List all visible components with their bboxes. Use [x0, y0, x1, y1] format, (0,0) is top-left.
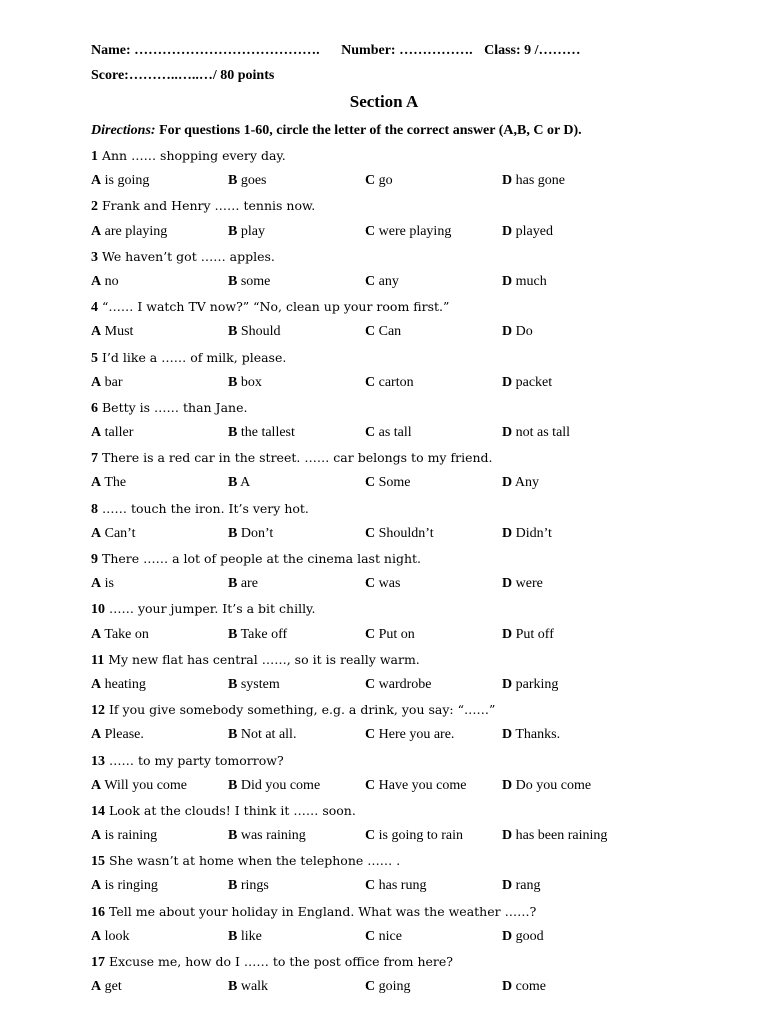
answer-options: [91, 927, 731, 952]
option-text: has been raining: [515, 828, 608, 844]
option-text: Do you come: [515, 777, 592, 793]
answer-options: [91, 524, 731, 549]
question-number: 1: [91, 149, 98, 164]
option-text: rings: [240, 878, 269, 894]
option-letter: A: [91, 928, 102, 944]
answer-option-d[interactable]: [502, 524, 552, 544]
answer-option-a[interactable]: [91, 524, 135, 544]
question-number: 5: [91, 350, 98, 366]
question-text: Excuse me, how do I …… to the post office from here?: [108, 954, 453, 969]
option-text: Take off: [240, 626, 288, 642]
answer-option-a[interactable]: [91, 373, 123, 393]
answer-options: [91, 876, 731, 901]
option-letter: D: [502, 273, 513, 289]
option-letter: C: [365, 576, 376, 592]
option-letter: C: [365, 828, 376, 844]
answer-option-b[interactable]: [228, 927, 262, 947]
answer-option-a[interactable]: [91, 272, 119, 292]
option-letter: D: [502, 979, 513, 995]
question-number: 6: [91, 400, 98, 416]
answer-options: [91, 977, 731, 1002]
question-list: [91, 146, 731, 1002]
answer-option-d[interactable]: [502, 625, 554, 645]
section-title: Section A: [349, 92, 419, 111]
answer-option-b[interactable]: [228, 876, 269, 896]
option-text: box: [240, 374, 262, 390]
option-text: is: [104, 576, 114, 592]
option-text: has rung: [378, 878, 427, 894]
option-letter: D: [502, 626, 513, 642]
answer-option-a[interactable]: [91, 977, 122, 997]
answer-option-c[interactable]: [365, 171, 393, 191]
option-text: has gone: [515, 173, 566, 189]
question-text: …… touch the iron. It’s very hot.: [101, 500, 309, 516]
option-letter: C: [365, 525, 376, 541]
option-letter: B: [228, 374, 238, 390]
answer-option-c[interactable]: [365, 524, 434, 544]
answer-option-c[interactable]: [365, 927, 402, 947]
option-letter: D: [502, 676, 513, 692]
option-text: Did you come: [240, 777, 321, 793]
option-text: Must: [104, 324, 134, 340]
answer-options: [91, 776, 731, 801]
option-letter: B: [228, 828, 238, 844]
option-letter: C: [365, 979, 376, 995]
question-stem: [91, 146, 731, 171]
question-stem: [91, 650, 731, 675]
option-text: go: [378, 173, 393, 189]
answer-options: [91, 574, 731, 599]
answer-options: [91, 171, 731, 196]
answer-option-b[interactable]: [228, 675, 280, 695]
option-letter: A: [91, 576, 102, 592]
option-letter: D: [502, 475, 513, 491]
option-text: Can’t: [104, 525, 136, 541]
option-text: Please.: [104, 727, 144, 743]
option-letter: C: [365, 374, 376, 390]
option-text: were: [515, 576, 543, 592]
answer-options: [91, 373, 731, 398]
answer-option-b[interactable]: [228, 222, 265, 242]
option-text: not as tall: [515, 425, 571, 441]
class-field-label: Class: 9 /………: [484, 43, 581, 58]
option-letter: B: [228, 979, 238, 995]
option-text: Put off: [515, 626, 554, 642]
question-stem: [91, 952, 731, 977]
option-text: is going: [104, 173, 150, 189]
question-stem: [91, 247, 731, 272]
directions-text: For questions 1-60, circle the letter of the correct answer (A,B, C or D).: [159, 123, 582, 138]
question-number: 15: [91, 854, 105, 870]
answer-option-c[interactable]: [365, 776, 466, 796]
question-stem: [91, 297, 731, 322]
option-text: Take on: [104, 626, 149, 642]
option-letter: D: [502, 878, 513, 894]
answer-option-a[interactable]: [91, 574, 114, 594]
option-text: rang: [515, 878, 541, 894]
option-text: any: [378, 273, 399, 289]
answer-option-d[interactable]: [502, 826, 607, 846]
option-letter: B: [228, 223, 238, 239]
answer-option-d[interactable]: [502, 373, 552, 393]
answer-option-c[interactable]: [365, 826, 463, 846]
option-text: Should: [240, 324, 281, 340]
score-field-label: Score:………..…..…/ 80 points: [91, 68, 275, 83]
answer-option-c[interactable]: [365, 423, 412, 443]
option-text: The: [104, 475, 127, 491]
question-number: 4: [91, 300, 98, 316]
answer-option-a[interactable]: [91, 927, 130, 947]
option-text: A: [240, 475, 251, 491]
answer-option-d[interactable]: [502, 675, 558, 695]
answer-option-b[interactable]: [228, 725, 296, 745]
question-number: 10: [91, 602, 105, 618]
answer-options: [91, 222, 731, 247]
question-number: 16: [91, 904, 105, 920]
option-letter: B: [228, 676, 238, 692]
answer-options: [91, 675, 731, 700]
question-stem: [91, 700, 731, 725]
option-text: Some: [378, 475, 411, 491]
question-number: 2: [91, 199, 98, 215]
option-text: system: [240, 676, 280, 692]
question-stem: [91, 751, 731, 776]
question-text: There …… a lot of people at the cinema last night.: [101, 551, 422, 566]
answer-option-b[interactable]: [228, 625, 287, 645]
answer-option-a[interactable]: [91, 171, 149, 191]
question-number: 8: [91, 501, 98, 517]
answer-option-c[interactable]: [365, 322, 401, 342]
question-text: Betty is …… than Jane.: [101, 399, 248, 415]
answer-option-d[interactable]: [502, 222, 553, 242]
option-letter: B: [228, 273, 238, 289]
question-stem: [91, 801, 731, 826]
answer-option-a[interactable]: [91, 826, 157, 846]
answer-option-b[interactable]: [228, 473, 250, 493]
option-letter: A: [91, 324, 102, 340]
option-text: were playing: [378, 223, 452, 239]
answer-option-c[interactable]: [365, 574, 400, 594]
answer-option-d[interactable]: [502, 725, 560, 745]
option-text: look: [104, 928, 130, 944]
answer-option-a[interactable]: [91, 423, 133, 443]
answer-option-b[interactable]: [228, 322, 281, 342]
option-text: like: [240, 928, 262, 944]
question-stem: [91, 348, 731, 373]
option-letter: A: [91, 223, 102, 239]
question-text: Tell me about your holiday in England. What was the weather ……?: [108, 903, 537, 919]
answer-option-d[interactable]: [502, 977, 546, 997]
answer-options: [91, 322, 731, 347]
question-stem: [91, 499, 731, 524]
answer-option-d[interactable]: [502, 322, 533, 342]
option-text: Not at all.: [240, 727, 297, 743]
option-text: was raining: [240, 828, 306, 844]
answer-option-a[interactable]: [91, 625, 149, 645]
option-letter: A: [91, 626, 102, 642]
option-text: is raining: [104, 828, 158, 844]
answer-option-c[interactable]: [365, 222, 451, 242]
answer-option-b[interactable]: [228, 524, 273, 544]
option-text: Put on: [378, 626, 415, 642]
answer-option-b[interactable]: [228, 423, 295, 443]
answer-option-d[interactable]: [502, 473, 539, 493]
option-letter: C: [365, 324, 376, 340]
option-letter: C: [365, 425, 376, 441]
option-letter: C: [365, 727, 376, 743]
answer-option-c[interactable]: [365, 473, 411, 493]
answer-options: [91, 625, 731, 650]
option-text: good: [515, 928, 544, 944]
option-letter: D: [502, 324, 513, 340]
option-text: taller: [104, 425, 134, 441]
option-text: is ringing: [104, 878, 158, 894]
answer-option-d[interactable]: [502, 272, 547, 292]
answer-options: [91, 826, 731, 851]
answer-option-b[interactable]: [228, 826, 306, 846]
answer-options: [91, 423, 731, 448]
option-text: much: [515, 273, 547, 289]
option-text: the tallest: [240, 425, 295, 441]
answer-option-c[interactable]: [365, 625, 415, 645]
option-text: no: [104, 273, 119, 289]
name-field-label: Name: ………………………………….: [91, 43, 320, 58]
option-letter: D: [502, 828, 513, 844]
question-number: 17: [91, 955, 105, 970]
option-text: get: [104, 979, 122, 995]
answer-option-d[interactable]: [502, 574, 543, 594]
option-letter: B: [228, 576, 238, 592]
option-text: was: [378, 576, 401, 592]
option-text: Don’t: [240, 525, 274, 541]
option-letter: B: [228, 626, 238, 642]
question-text: If you give somebody something, e.g. a drink, you say: “……”: [108, 702, 496, 718]
option-text: Have you come: [378, 777, 467, 793]
option-text: Shouldn’t: [378, 525, 434, 541]
option-letter: C: [365, 475, 376, 491]
question-stem: [91, 398, 731, 423]
option-letter: A: [91, 475, 102, 491]
question-number: 7: [91, 451, 98, 467]
option-letter: B: [228, 475, 238, 491]
option-text: Do: [515, 324, 533, 340]
question-text: Frank and Henry …… tennis now.: [101, 198, 316, 214]
question-text: My new flat has central ……, so it is really warm.: [108, 651, 420, 667]
question-text: …… your jumper. It’s a bit chilly.: [108, 601, 316, 617]
option-letter: D: [502, 525, 513, 541]
option-letter: A: [91, 727, 102, 743]
answer-option-a[interactable]: [91, 322, 133, 342]
answer-option-c[interactable]: [365, 725, 454, 745]
option-letter: B: [228, 324, 238, 340]
option-letter: C: [365, 928, 376, 944]
question-stem: [91, 851, 731, 876]
option-letter: D: [502, 928, 513, 944]
option-text: Can: [378, 324, 402, 340]
option-letter: B: [228, 878, 238, 894]
option-letter: D: [502, 727, 513, 743]
question-stem: [91, 599, 731, 624]
option-text: bar: [104, 374, 123, 390]
option-text: are playing: [104, 223, 168, 239]
answer-option-c[interactable]: [365, 373, 414, 393]
option-text: walk: [240, 979, 269, 995]
option-letter: A: [91, 777, 102, 793]
option-letter: A: [91, 273, 102, 289]
answer-option-a[interactable]: [91, 725, 144, 745]
answer-option-a[interactable]: [91, 473, 126, 493]
question-text: We haven’t got …… apples.: [101, 248, 275, 264]
option-letter: D: [502, 576, 513, 592]
answer-option-d[interactable]: [502, 927, 544, 947]
option-text: packet: [515, 374, 553, 390]
answer-option-a[interactable]: [91, 222, 167, 242]
option-text: parking: [515, 676, 559, 692]
question-number: 3: [91, 249, 98, 265]
directions: [91, 123, 582, 139]
option-letter: A: [91, 878, 102, 894]
option-text: are: [240, 576, 258, 592]
answer-option-c[interactable]: [365, 876, 426, 896]
answer-option-b[interactable]: [228, 171, 267, 191]
question-text: Ann …… shopping every day.: [101, 148, 286, 163]
answer-option-d[interactable]: [502, 423, 570, 443]
answer-option-b[interactable]: [228, 272, 270, 292]
answer-option-c[interactable]: [365, 675, 432, 695]
answer-option-b[interactable]: [228, 776, 320, 796]
question-stem: [91, 448, 731, 473]
option-text: goes: [240, 173, 267, 189]
question-stem: [91, 196, 731, 221]
option-letter: D: [502, 223, 513, 239]
option-letter: B: [228, 173, 238, 189]
answer-option-a[interactable]: [91, 776, 187, 796]
option-letter: B: [228, 777, 238, 793]
option-text: Didn’t: [515, 525, 552, 541]
question-number: 9: [91, 552, 98, 567]
option-letter: B: [228, 425, 238, 441]
option-text: heating: [104, 676, 146, 692]
question-number: 14: [91, 803, 105, 819]
option-text: Thanks.: [515, 727, 561, 743]
answer-option-d[interactable]: [502, 876, 541, 896]
option-text: Any: [514, 475, 539, 491]
option-letter: D: [502, 173, 513, 189]
option-letter: A: [91, 525, 102, 541]
option-letter: A: [91, 676, 102, 692]
question-text: Look at the clouds! I think it …… soon.: [108, 802, 356, 818]
answer-option-a[interactable]: [91, 876, 158, 896]
question-text: There is a red car in the street. …… car belongs to my friend.: [101, 450, 493, 466]
option-letter: A: [91, 828, 102, 844]
option-letter: D: [502, 374, 513, 390]
option-text: played: [515, 223, 553, 239]
option-text: carton: [378, 374, 414, 390]
option-letter: A: [91, 374, 102, 390]
answer-option-b[interactable]: [228, 977, 268, 997]
answer-option-c[interactable]: [365, 977, 411, 997]
question-stem: [91, 902, 731, 927]
option-text: Here you are.: [378, 727, 455, 743]
number-field-label: Number: …………….: [341, 43, 473, 58]
answer-option-b[interactable]: [228, 574, 258, 594]
option-letter: C: [365, 777, 376, 793]
option-letter: B: [228, 727, 238, 743]
option-letter: A: [91, 173, 102, 189]
option-letter: C: [365, 173, 376, 189]
directions-label: Directions:: [91, 123, 156, 138]
option-letter: C: [365, 878, 376, 894]
question-text: I’d like a …… of milk, please.: [101, 349, 287, 365]
option-letter: D: [502, 425, 513, 441]
option-text: Will you come: [104, 777, 188, 793]
option-text: come: [515, 979, 546, 995]
question-text: “…… I watch TV now?” “No, clean up your room first.”: [101, 299, 450, 315]
answer-options: [91, 272, 731, 297]
option-letter: C: [365, 626, 376, 642]
option-text: going: [378, 979, 411, 995]
option-letter: C: [365, 676, 376, 692]
option-letter: A: [91, 979, 102, 995]
option-letter: B: [228, 928, 238, 944]
question-text: She wasn’t at home when the telephone …… .: [108, 853, 401, 869]
answer-option-b[interactable]: [228, 373, 262, 393]
option-letter: B: [228, 525, 238, 541]
answer-options: [91, 473, 731, 498]
answer-options: [91, 725, 731, 750]
question-number: 13: [91, 753, 105, 769]
answer-option-d[interactable]: [502, 776, 591, 796]
option-letter: D: [502, 777, 513, 793]
option-text: is going to rain: [378, 828, 464, 844]
question-stem: [91, 549, 731, 574]
option-letter: C: [365, 273, 376, 289]
question-number: 11: [91, 652, 105, 668]
answer-option-c[interactable]: [365, 272, 399, 292]
option-text: nice: [378, 928, 402, 944]
option-letter: C: [365, 223, 376, 239]
header-line-1: [91, 43, 581, 59]
answer-option-d[interactable]: [502, 171, 565, 191]
question-text: …… to my party tomorrow?: [108, 752, 284, 768]
question-number: 12: [91, 703, 105, 719]
option-letter: A: [91, 425, 102, 441]
option-text: some: [240, 273, 271, 289]
answer-option-a[interactable]: [91, 675, 146, 695]
option-text: as tall: [378, 425, 412, 441]
option-text: wardrobe: [378, 676, 432, 692]
option-text: play: [240, 223, 265, 239]
